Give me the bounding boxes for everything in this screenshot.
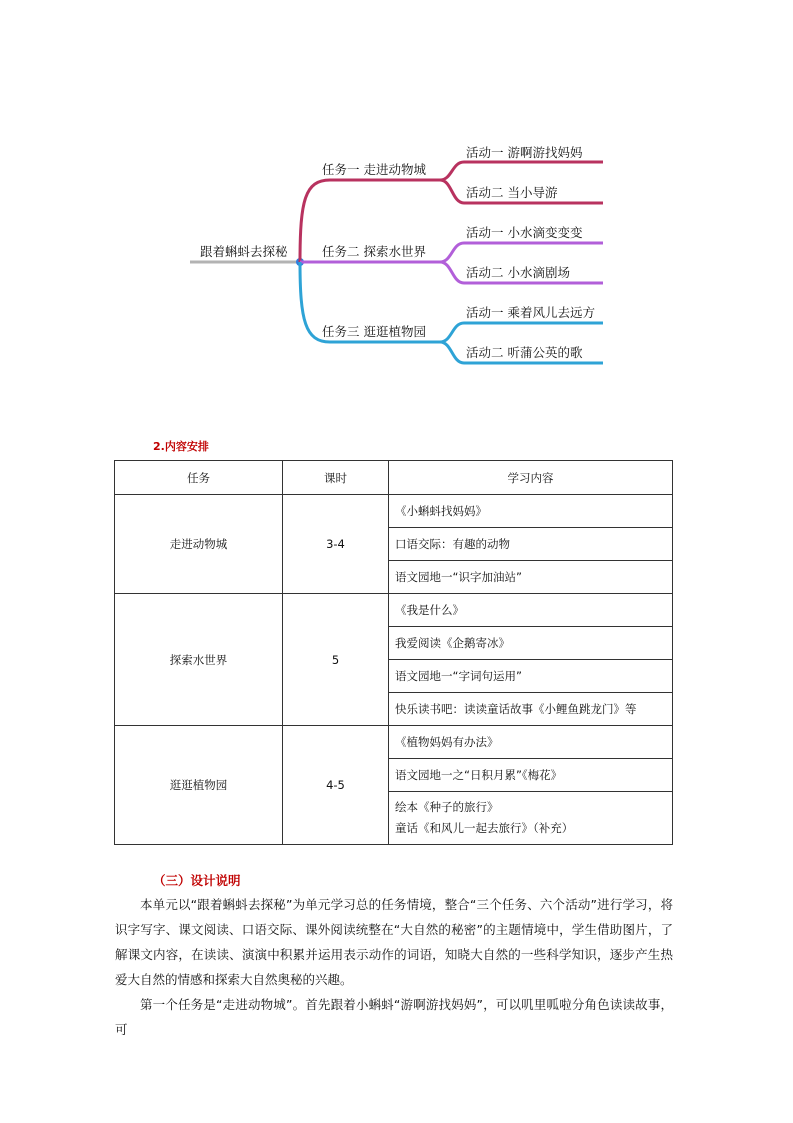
content-table: [114, 460, 673, 845]
task-cell: 逛逛植物园: [115, 726, 283, 845]
paragraph-line: 课文内容，在读读、演演中积累并运用表示动作的词语，知晓大自然的一些科学知识，逐步产生热爱大自: [115, 947, 673, 987]
design-title: （三）设计说明: [153, 873, 241, 888]
hours-cell: 3-4: [283, 495, 389, 594]
hours-cell: 4-5: [283, 726, 389, 845]
design-paragraph-2: 第一个任务是“走进动物城”。首先跟着小蝌蚪“游啊游找妈妈”，可以叽里呱啦分角色读读故事，可: [115, 997, 673, 1037]
design-paragraph-1: [115, 892, 673, 992]
task-2-activity-1: 活动一 小水滴变变变: [466, 225, 583, 240]
content-cell: 《我是什么》: [389, 594, 673, 627]
header-hours: 课时: [283, 461, 389, 495]
content-cell: 口语交际：有趣的动物: [389, 528, 673, 561]
mind-map: [0, 0, 793, 400]
content-line: 童话《和风儿一起去旅行》（补充）: [395, 821, 574, 835]
task-1-activity-1-connector: [440, 162, 603, 180]
paragraph-line: 本单元以“跟着蝌蚪去探秘”为单元学习总的任务情境，整合“三个任务、六个活动”进行学习，将: [140, 897, 673, 912]
task-2-activity-2: 活动二 小水滴剧场: [466, 265, 570, 280]
root-label: 跟着蝌蚪去探秘: [200, 244, 288, 259]
content-cell: [389, 792, 673, 845]
content-cell: 语文园地一之“日积月累”《梅花》: [389, 759, 673, 792]
task-cell: 探索水世界: [115, 594, 283, 726]
content-cell: 《小蝌蚪找妈妈》: [389, 495, 673, 528]
task-1-activity-1: 活动一 游啊游找妈妈: [466, 145, 583, 160]
task-cell: 走进动物城: [115, 495, 283, 594]
hours-cell: 5: [283, 594, 389, 726]
content-cell: 语文园地一“识字加油站”: [389, 561, 673, 594]
header-content: 学习内容: [389, 461, 673, 495]
content-line: 绘本《种子的旅行》: [395, 800, 499, 814]
table-header-row: [115, 461, 673, 495]
content-cell: 快乐读书吧：读读童话故事《小鲤鱼跳龙门》等: [389, 693, 673, 726]
table-row: [115, 726, 673, 759]
task-3-activity-1-connector: [440, 323, 603, 342]
table-row: [115, 594, 673, 627]
table-row: [115, 495, 673, 528]
section-label: 2.内容安排: [153, 440, 209, 453]
task-3-activity-1: 活动一 乘着风儿去远方: [466, 305, 595, 320]
task-2-activity-1-connector: [440, 243, 603, 262]
task-3-label: 任务三 逛逛植物园: [322, 324, 426, 339]
content-cell: 我爱阅读《企鹅寄冰》: [389, 627, 673, 660]
task-1-activity-2: 活动二 当小导游: [466, 185, 558, 200]
task-1-label: 任务一 走进动物城: [322, 162, 426, 177]
paragraph-line: 识字写字、课文阅读、口语交际、课外阅读统整在“大自然的秘密”的主题情境中，学生借助图片，了解: [115, 922, 673, 962]
content-cell: 《植物妈妈有办法》: [389, 726, 673, 759]
paragraph-line: 然的情感和探索大自然奥秘的兴趣。: [152, 972, 353, 987]
task-3-activity-2: 活动二 听蒲公英的歌: [466, 345, 583, 360]
content-cell: 语文园地一“字词句运用”: [389, 660, 673, 693]
header-task: 任务: [115, 461, 283, 495]
task-2-label: 任务二 探索水世界: [322, 244, 426, 259]
